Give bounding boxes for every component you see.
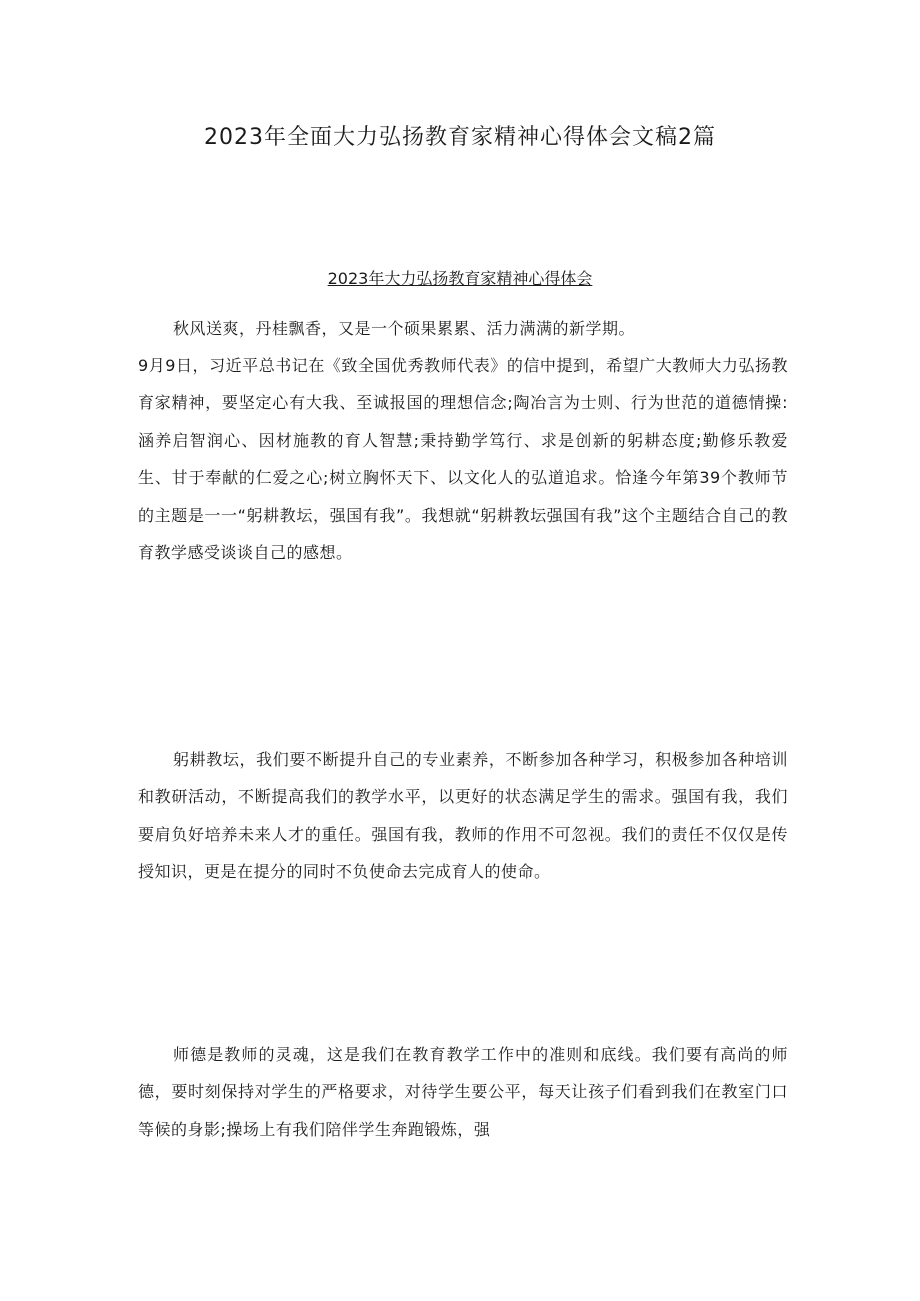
paragraph-teaching: 躬耕教坛，我们要不断提升自己的专业素养，不断参加各种学习，积极参加各种培训和教研活动，不断提高我们的教学水平，以更好的状态满足学生的需求。强国有我，我们要肩负好培养未来人才的重任。强国有我，教师的作用不可忽视。我们的责任不仅仅是传授知识，更是在提分的同时不负使命去完成育人的使命。	[138, 750, 788, 882]
paragraph-letter: 9月9日，习近平总书记在《致全国优秀教师代表》的信中提到，希望广大教师大力弘扬教育家精神，要坚定心有大我、至诚报国的理想信念;陶冶言为士则、行为世范的道德情操:涵养启智润心、因材施教的育人智慧;秉持勤学笃行、求是创新的躬耕态度;勤修乐教爱生、甘于奉献的仁爱之心;树立胸怀天下、以文化人的弘道追求。恰逢今年第39个教师节的主题是一一“躬耕教坛，强国有我”。我想就“躬耕教坛强国有我”这个主题结合自己的教育教学感受谈谈自己的感想。	[138, 356, 788, 563]
document-title: 2023年全面大力弘扬教育家精神心得体会文稿2篇	[204, 125, 716, 150]
section-title: 2023年大力弘扬教育家精神心得体会	[327, 269, 593, 288]
paragraph-opening: 秋风送爽，丹桂飘香，又是一个硕果累累、活力满满的新学期。	[173, 319, 636, 338]
paragraph-ethics: 师德是教师的灵魂，这是我们在教育教学工作中的准则和底线。我们要有高尚的师德，要时刻保持对学生的严格要求，对待学生要公平，每天让孩子们看到我们在教室门口等候的身影;操场上有我们陪伴学生奔跑锻炼，强	[138, 1045, 788, 1139]
